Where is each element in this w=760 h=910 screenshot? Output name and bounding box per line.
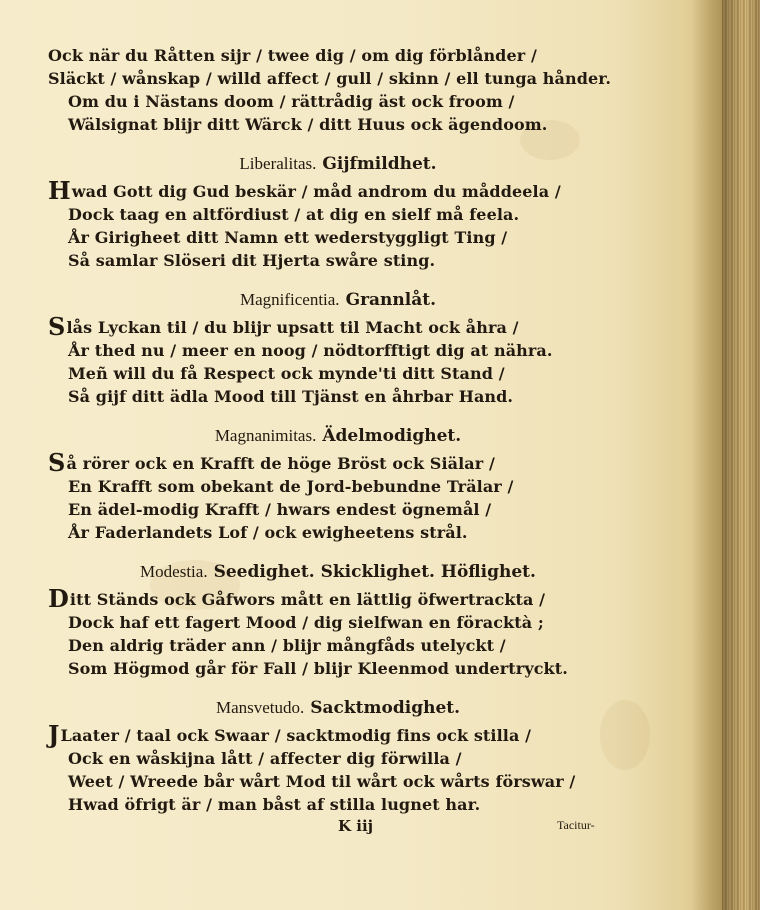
section-heading [48, 696, 628, 720]
section-magnanimitas [48, 424, 628, 544]
poem-text [48, 44, 628, 816]
heading-latin: Liberalitas. [239, 154, 317, 173]
section-heading [48, 560, 628, 584]
section-modestia [48, 560, 628, 680]
drop-initial: S [48, 448, 66, 477]
verse-line: lås Lyckan til / du blijr upsatt til Macht ock åhra / [66, 318, 519, 337]
verse-line: Meñ will du få Respect ock mynde'ti ditt Stand / [68, 364, 505, 383]
verse-line: Dock haf ett fagert Mood / dig sielfwan en föracktà ; [68, 613, 544, 632]
intro-stanza [48, 44, 628, 136]
verse-line: År thed nu / meer en noog / nödtorfftigt dig at nähra. [68, 341, 553, 360]
heading-vernacular: Seedighet. Skicklighet. Höflighet. [213, 562, 536, 582]
heading-latin: Magnificentia. [239, 290, 340, 309]
verse-line: Ock en wåskijna lått / affecter dig förwilla / [68, 749, 462, 768]
gutter-shadow [692, 0, 722, 910]
verse-line: å rörer ock en Krafft de höge Bröst ock Siälar / [66, 454, 495, 473]
heading-vernacular: Ädelmodighet. [322, 426, 462, 446]
verse-line: wad Gott dig Gud beskär / måd androm du måddeela / [71, 182, 561, 201]
verse-line: Dock taag en altfördiust / at dig en sielf må feela. [68, 205, 520, 224]
verse-line: Den aldrig träder ann / blijr mångfåds utelyckt / [68, 636, 506, 655]
drop-initial: J [48, 720, 60, 749]
verse-line: itt Ständs ock Gåfwors mått en lättlig öfwertrackta / [69, 590, 546, 609]
verse-line: Weet / Wreede bår wårt Mod til wårt ock wårts förswar / [68, 772, 576, 791]
drop-initial: H [48, 176, 71, 205]
heading-latin: Mansvetudo. [215, 698, 305, 717]
verse-line: Så gijf ditt ädla Mood till Tjänst en åhrbar Hand. [68, 387, 514, 406]
verse-line: År Faderlandets Lof / ock ewigheetens strål. [68, 523, 468, 542]
heading-vernacular: Grannlåt. [345, 290, 437, 310]
signature-mark: K iij [338, 817, 374, 835]
verse-line: Hwad öfrigt är / man båst af stilla lugnet har. [68, 795, 481, 814]
verse-line: Om du i Nästans doom / rättrådig äst ock froom / [68, 92, 515, 111]
heading-latin: Magnanimitas. [214, 426, 317, 445]
drop-initial: S [48, 312, 66, 341]
heading-latin: Modestia. [140, 562, 208, 581]
verse-line: Släckt / wånskap / willd affect / gull / skinn / ell tunga hånder. [48, 69, 612, 88]
page-edges [722, 0, 760, 910]
catchword: Tacitur- [557, 818, 595, 832]
drop-initial: D [48, 584, 69, 613]
section-liberalitas [48, 152, 628, 272]
section-heading [48, 288, 628, 312]
heading-vernacular: Gijfmildhet. [322, 154, 437, 174]
section-mansvetudo [48, 696, 628, 816]
section-heading [48, 152, 628, 176]
heading-vernacular: Sacktmodighet. [310, 698, 461, 718]
verse-line: Som Högmod går för Fall / blijr Kleenmod undertryckt. [68, 659, 568, 678]
verse-line: Så samlar Slöseri dit Hjerta swåre sting. [68, 251, 436, 270]
verse-line: En ädel-modig Krafft / hwars endest ögnemål / [68, 500, 492, 519]
verse-line: Wälsignat blijr ditt Wärck / ditt Huus ock ägendoom. [68, 115, 548, 134]
verse-line: Ock när du Råtten sijr / twee dig / om dig förblånder / [48, 46, 537, 65]
section-magnificentia [48, 288, 628, 408]
verse-line: En Krafft som obekant de Jord-bebundne Trälar / [68, 477, 514, 496]
section-heading [48, 424, 628, 448]
verse-line: Laater / taal ock Swaar / sacktmodig fins ock stilla / [60, 726, 532, 745]
verse-line: År Girigheet ditt Namn ett wederstyggligt Ting / [68, 228, 508, 247]
